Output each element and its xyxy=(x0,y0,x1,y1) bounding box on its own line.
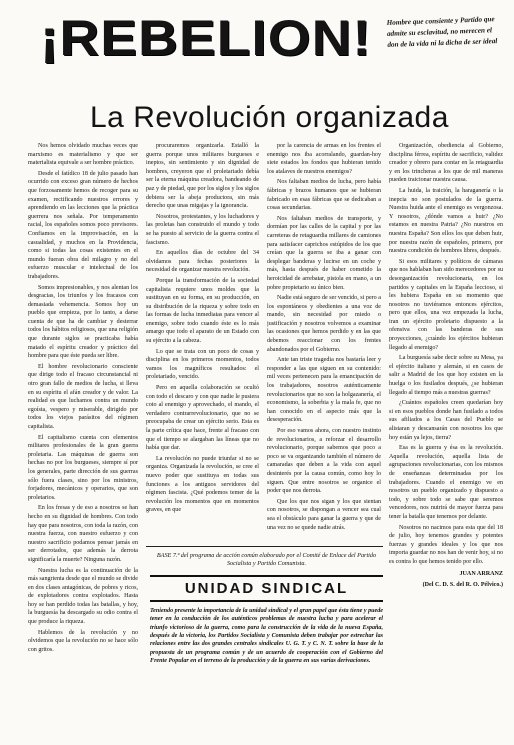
program-box xyxy=(150,552,383,732)
paragraph: Somos impresionables, y nos alentan los desgracias, los triunfos y los fracasos con demasiada vehemencia. Somos hoy un pueblo que empieza, por lo tanto, a darse cuenta de que ha de cambiar y desterrar todos los hábitos religiosos, que una religión que durante siglos se practicaba había matado el espíritu creador y práctico del hombre para que éste pueda ser libre. xyxy=(28,284,138,360)
box-title: UNIDAD SINDICAL xyxy=(150,575,383,602)
paragraph: por la carencia de armas en los frentes el enemigo nos iba acorralando, guardan-hoy siete estados los fondos que hubieran tenido los atalaves de nuestros enemigos? xyxy=(267,143,381,175)
paragraph: Nuestra lucha es la continuación de la más sangrienta desde que el mundo se divide en dos clases antagónicas, de pobres y ricos, de explotadores contra explotados. Hasta hoy se han perdido todas las batallas, y hoy, la burguesía ha descargado su odio contra el que produce la riqueza. xyxy=(28,567,138,626)
paragraph: La burguesía sabe decir sobre su Mesa, ya el ejército italiano y alemán, si en casos de salir a Madrid de los que hoy existen en la huelga o los fusilados después, ¿se hubieran llegado al tiempo más a nuestras guerras? xyxy=(389,355,503,396)
paragraph: Que los que nos sigan y los que sientan con nosotros, se dispongan a vencer sea cual sea el obstáculo para ganar la guerra y que de una vez no se quede nadie atrás. xyxy=(267,498,381,531)
article-column-4 xyxy=(389,142,503,737)
paragraph: El hombre revolucionario consciente que dirige todo el fracaso circunstancial ni otro gran fallo de medios de lucha, si lleva en su espíritu el afán creador y de valor. La realidad es que luchamos contra un mundo egoísta, vespero y miserable, dirigido por todos los viejos parásitos del régimen capitalista. xyxy=(28,363,138,430)
paragraph: Porque la transformación de la sociedad capitalista requiere unos moldes que la sustituyan en su forma, en su producción, en su distribución de la riqueza y sobre todo en las formas de lucha inmediatas para vencer al enemigo, sobre todo cuando éste es lo más amargo que todo el aparato de un Estado con su ejército a la cabeza. xyxy=(146,277,259,345)
paragraph: Nosotros no nacimos para esta que del 18 de julio, hoy tenemos grandes y potentes fuerzas y grandes ideales y los que nos importa guardar no nos han de venir hoy, si no es contra lo que hemos tenido por ello. xyxy=(389,524,503,565)
paragraph: Hablemos de la revolución y no olvidemos que la revolución no se hace sólo con gritos. xyxy=(28,629,138,653)
paragraph: Lo que se trata con un poco de cosas y disciplina en los primeros momentos, todos vamos los magníficos resultados: el proletariado, vencido. xyxy=(146,348,259,381)
paragraph: Nosotros, protestantes, y los luchadores y las proletas han construido el mundo y todo se ha puesto al servicio de la guerra contra el fascismo. xyxy=(146,213,259,246)
masthead xyxy=(40,8,498,94)
paragraph: Nos hemos olvidado muchas veces que marxismo es materialismo y que ser materialista equivale a ser hombre práctico. xyxy=(28,143,138,167)
masthead-motto: Hombre que consiente y Partido que admite su esclavitud, no merecen el don de la vida ni la dicha de ser ideal xyxy=(386,15,498,49)
box-heading: BASE 7.ª del programa de acción común elaborado por el Comité de Enlace del Partido Socialista y Partido Comunista. xyxy=(156,552,377,568)
paragraph: El capitalismo cuenta con elementos militares profesionales de la gran guerra proletaria. Las máquinas de guerra son hechas no por los burgueses, siempre sí por los generales, parte dirección de sus guerras sólo fuera clases, sino por los ministros, forjadores, mecánicos y operarios, que son proletarios. xyxy=(28,434,138,501)
paragraph: Ante tan triste tragedia nos bastaría leer y responder a las que siguen en su contenido: mil veces pertenecen para la emancipación de los trabajadores, nosotros auténticamente revolucionarios que no son la holgazanería, el economismo, la soberbia y la mala fe, que no han conocido en el aspecto más que la desesperación. xyxy=(267,357,381,424)
newspaper-title: ¡REBELION! xyxy=(40,10,372,66)
author-signature: JUAN ARRANZ xyxy=(459,570,503,577)
paragraph: Si esos militares y políticos de cámaras que nos hablaban han sido merecedores por su desorganización revolucionaria, en los partidos y capitales en la España leccioso, si les hubiera España en su momento que nosotros no tuviéramos entonces ejércitos, pero que ellos, una vez empezada la lucha, iran un ejército proletario dispuesto a la ofensiva con las banderas de sus proyecciones, ¿cuándo los ejércitos hubieran llegado al enemigo? xyxy=(389,258,503,351)
paragraph: La revolución no puede triunfar si no se organiza. Organizada la revolución, se cree el nuevo poder que sustituya en todas sus funciones a los antiguos servidores del régimen fascista. ¿Qué podemos temer de la revolución los momentos que en momentos graves, en que xyxy=(146,455,259,514)
paragraph: Nos faltaban medios de lucha, pero había fábricas y brazos humanos que se hubieran fabricado en esas fábricas que se dedicaban a cosas secundarias. xyxy=(267,179,381,212)
paragraph: Nadie está seguro de ser vencido, si pero a los espontáneos y obedientes a una voz de mando, sin necesidad por miedo o justificación y nosotros volvemos a examinar las ocasiones que hemos perdido y en las que debemos reaccionar con los frentes abandonados por el Gobierno. xyxy=(267,295,381,353)
divider xyxy=(146,546,383,547)
paragraph: Pero en aquella colaboración se ocultó con todo el descaro y con que nadie le pusiera coto al enemigo y aprovechado, el mando, el verdadero contrarrevolucionario, que no se preocupaba de crear un ejército serio. Esta es la parte crítica que hace, frente al fracaso con que el tiempo se alargaban las líneas que no había que dar. xyxy=(146,385,259,452)
paragraph: ¿Cuántos españoles creen quedarían hoy si en esos pueblos donde han fusilado a todos sus afiliados a los Casas del Pueblo se alistaran y descansarán con nosotros los que hoy están ya lejos, tierra? xyxy=(389,400,503,441)
paragraph: procuraremos organizarla. Estalló la guerra porque unos militares burgueses e ineptos, sin sentimiento y sin dignidad de hombres, creyeron que el proletariado debía ser la eterna máquina creadora, bandeando de paz y de piedad, que por los siglos y los siglos debiera ser la abeja productora, sin más derecho que unas migajas y la ignorancia. xyxy=(146,143,259,210)
box-body: Teniendo presente la importancia de la unidad sindical y el gran papel que ésta tiene y puede tener en la conducción de los auténticos problemas de nuestra lucha y para acelerar el triunfo victorioso de la guerra, como para la construcción de la vida de la nueva España, después de la victoria, los Partidos Socialista y Comunista deben trabajar por estrechar las relaciones entre las dos grandes centrales sindicales U. G. T. y C. N. T. sobre la base de la propuesta de un programa común y de un acuerdo de cooperación con el Gobierno del Frente Popular en el terreno de la producción y de la guerra en sus varias derivaciones. xyxy=(150,607,383,665)
paragraph: Nos faltaban medios de transporte, y dormían por las calles de la capital y por las carreteras de retaguardia millares de camiones para satisfacer caprichos estúpidos de los que creían que la guerra se iba a ganar con desplegar banderas y lucirse en un coche y más, hasta después de haber cometido la heroicidad de arrebatar, pistola en mano, a un pobre propietario su único bien. xyxy=(267,215,381,291)
article-column-1 xyxy=(28,142,138,737)
paragraph: En los fresas y de eso a nosotros se han hecho en su dignidad de hombres. Con todo hay que para nosotros, con toda la razón, con nuestra fuerza, con nuestro esfuerzo y con nuestro sacrificio podamos pensar jamás en ser derrotados, que además la derrota significaría la muerte? Ninguna razón. xyxy=(28,505,138,563)
paragraph: Desde el fatídico 18 de julio pasado han ocurrido con exceso gran número de hechos que forzosamente hemos de recoger para su examen, rectificando nuestros errores y aprendiendo en las lecciones que la práctica guerrera nos señala. Por temperamento racial, los españoles somos poco previsores. Confiamos en la improvisación, en la casualidad, y muchos en la Providencia, como si todas las cosas existentes en el mundo fueran obra del milagro y no del esfuerzo muscular e intelectual de los trabajadores. xyxy=(28,170,138,280)
article-column-3 xyxy=(267,142,381,540)
paragraph: Por eso vamos ahora, con nuestro instinto de revolucionarios, a reforzar el desarrollo revolucionario, porque sabemos que poco a poco se va organizando también el número de camaradas que deben a la vida con aquel desinterés por la causa común, como hoy lo siguen. Que entre nosotros se organice el poder que nos derrota. xyxy=(267,428,381,495)
paragraph: Esa es la guerra y ésa es la revolución. Aquella revolución, aquella lista de agrupaciones revolucionarias, con los mismos de enseñanzas determinadas por los trabajadores. Cuando el enemigo ve en nosotros un pueblo organizado y dispuesto a todo, y sobre todo se sabe que seremos vencedores, nos nutrirá de mayor fuerza para tener la batalla que tenemos por delante. xyxy=(389,445,503,520)
author-affiliation: (Del C. D. S. del R. O. Pélvico.) xyxy=(422,582,503,589)
paragraph: La huida, la traición, la haraganería o la inepcia no son postulados de la guerra. Nuestra huida ante el enemigo es vergonzosa. Y nosotros, ¿dónde vamos a huir? ¿No estamos en nuestra Patria? ¿No nuestros en nuestra España? Son ellos los que deben huir, por nuestra razón de españoles, primero, por nuestra condición de hombres libres, después. xyxy=(389,187,503,255)
paragraph: En aquellos días de octubre del 34 olvidamos para fechas posteriores la necesidad de organizar nuestra revolución. xyxy=(146,250,259,274)
article-column-2 xyxy=(146,142,259,540)
paragraph: Organización, obediencia al Gobierno, disciplina férrea, espíritu de sacrificio, validez creador y obrero para contar en la retaguardia y en los trincheras a los que de mil maneras pueden traicionar nuestra causa. xyxy=(389,143,503,184)
headline: La Revolución organizada xyxy=(90,101,449,134)
